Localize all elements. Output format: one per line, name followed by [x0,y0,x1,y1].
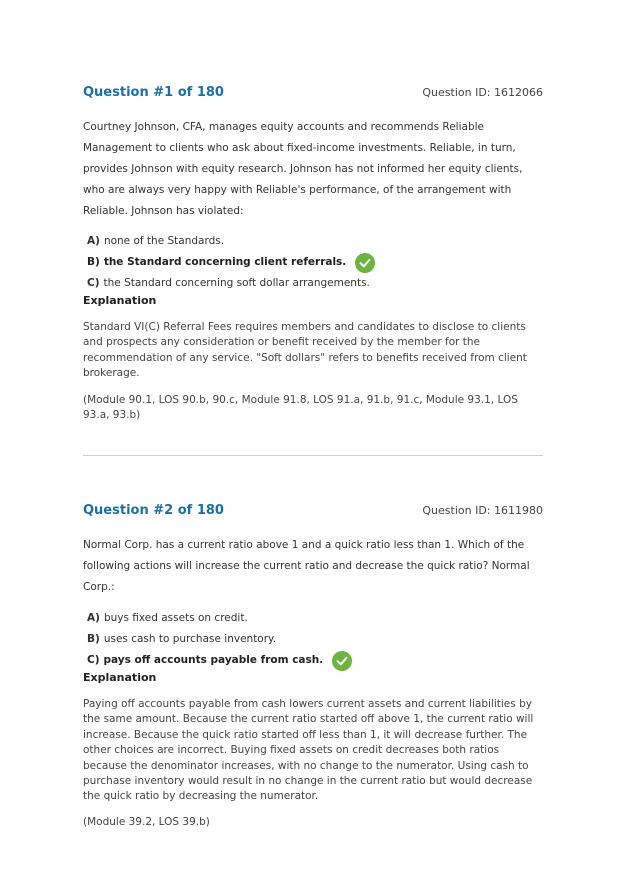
explanation-text: Paying off accounts payable from cash lowers current assets and current liabilities by the same amount. Because the current ratio started off above 1, the current ratio will increase. Because the quick ratio started off less than 1, it will decrease further. The other choices are incorrect. Buying fixed assets on credit decreases both ratios because the denominator increases, with no change to the numerator. Using cash to purchase inventory would result in no change in the current ratio but would decrease the quick ratio by decreasing the numerator. [83,698,534,803]
checkmark-icon [332,651,352,671]
choice-letter: B) [87,633,100,645]
answer-choices [87,608,543,671]
choice-text: buys fixed assets on credit. [103,612,248,624]
choice-letter: C) [87,277,100,289]
question-2-header [83,503,543,518]
answer-choices [87,231,543,294]
question-id: Question ID: 1612066 [422,86,543,99]
choice-letter: B) [87,256,100,268]
explanation-heading: Explanation [83,294,157,307]
choice-text: uses cash to purchase inventory. [103,633,277,645]
choice-letter: A) [87,235,100,247]
explanation-heading: Explanation [83,671,157,684]
choice-text: the Standard concerning client referrals. [103,256,347,268]
question-title: Question #1 of 180 [83,85,224,100]
choice-c[interactable] [87,650,543,671]
choice-a[interactable] [87,231,543,252]
explanation-reference: (Module 39.2, LOS 39.b) [83,816,210,828]
choice-b[interactable] [87,629,543,650]
checkmark-icon [355,253,375,273]
choice-c[interactable] [87,273,543,294]
question-title: Question #2 of 180 [83,503,224,518]
explanation-text: Standard VI(C) Referral Fees requires members and candidates to disclose to clients and prospects any consideration or benefit received by the member for the recommendation of any service. "Soft dollars" refers to benefits received from client brokerage. [83,321,527,380]
choice-text: none of the Standards. [103,235,225,247]
choice-text: the Standard concerning soft dollar arrangements. [103,277,370,289]
question-1-header [83,85,543,100]
question-divider [83,455,543,456]
explanation-reference: (Module 90.1, LOS 90.b, 90.c, Module 91.8, LOS 91.a, 91.b, 91.c, Module 93.1, LOS 93.a, 93.b) [83,394,518,422]
choice-letter: A) [87,612,100,624]
choice-letter: C) [87,654,100,666]
choice-text: pays off accounts payable from cash. [103,654,324,666]
choice-a[interactable] [87,608,543,629]
question-stem: Normal Corp. has a current ratio above 1 and a quick ratio less than 1. Which of the following actions will increase the current ratio and decrease the quick ratio? Normal Corp.: [83,539,530,593]
question-stem: Courtney Johnson, CFA, manages equity accounts and recommends Reliable Management to clients who ask about fixed-income investments. Reliable, in turn, provides Johnson with equity research. Johnson has not informed her equity clients, who are always very happy with Reliable's performance, of the arrangement with Reliable. Johnson has violated: [83,121,523,217]
question-id: Question ID: 1611980 [422,504,543,517]
choice-b[interactable] [87,252,543,273]
